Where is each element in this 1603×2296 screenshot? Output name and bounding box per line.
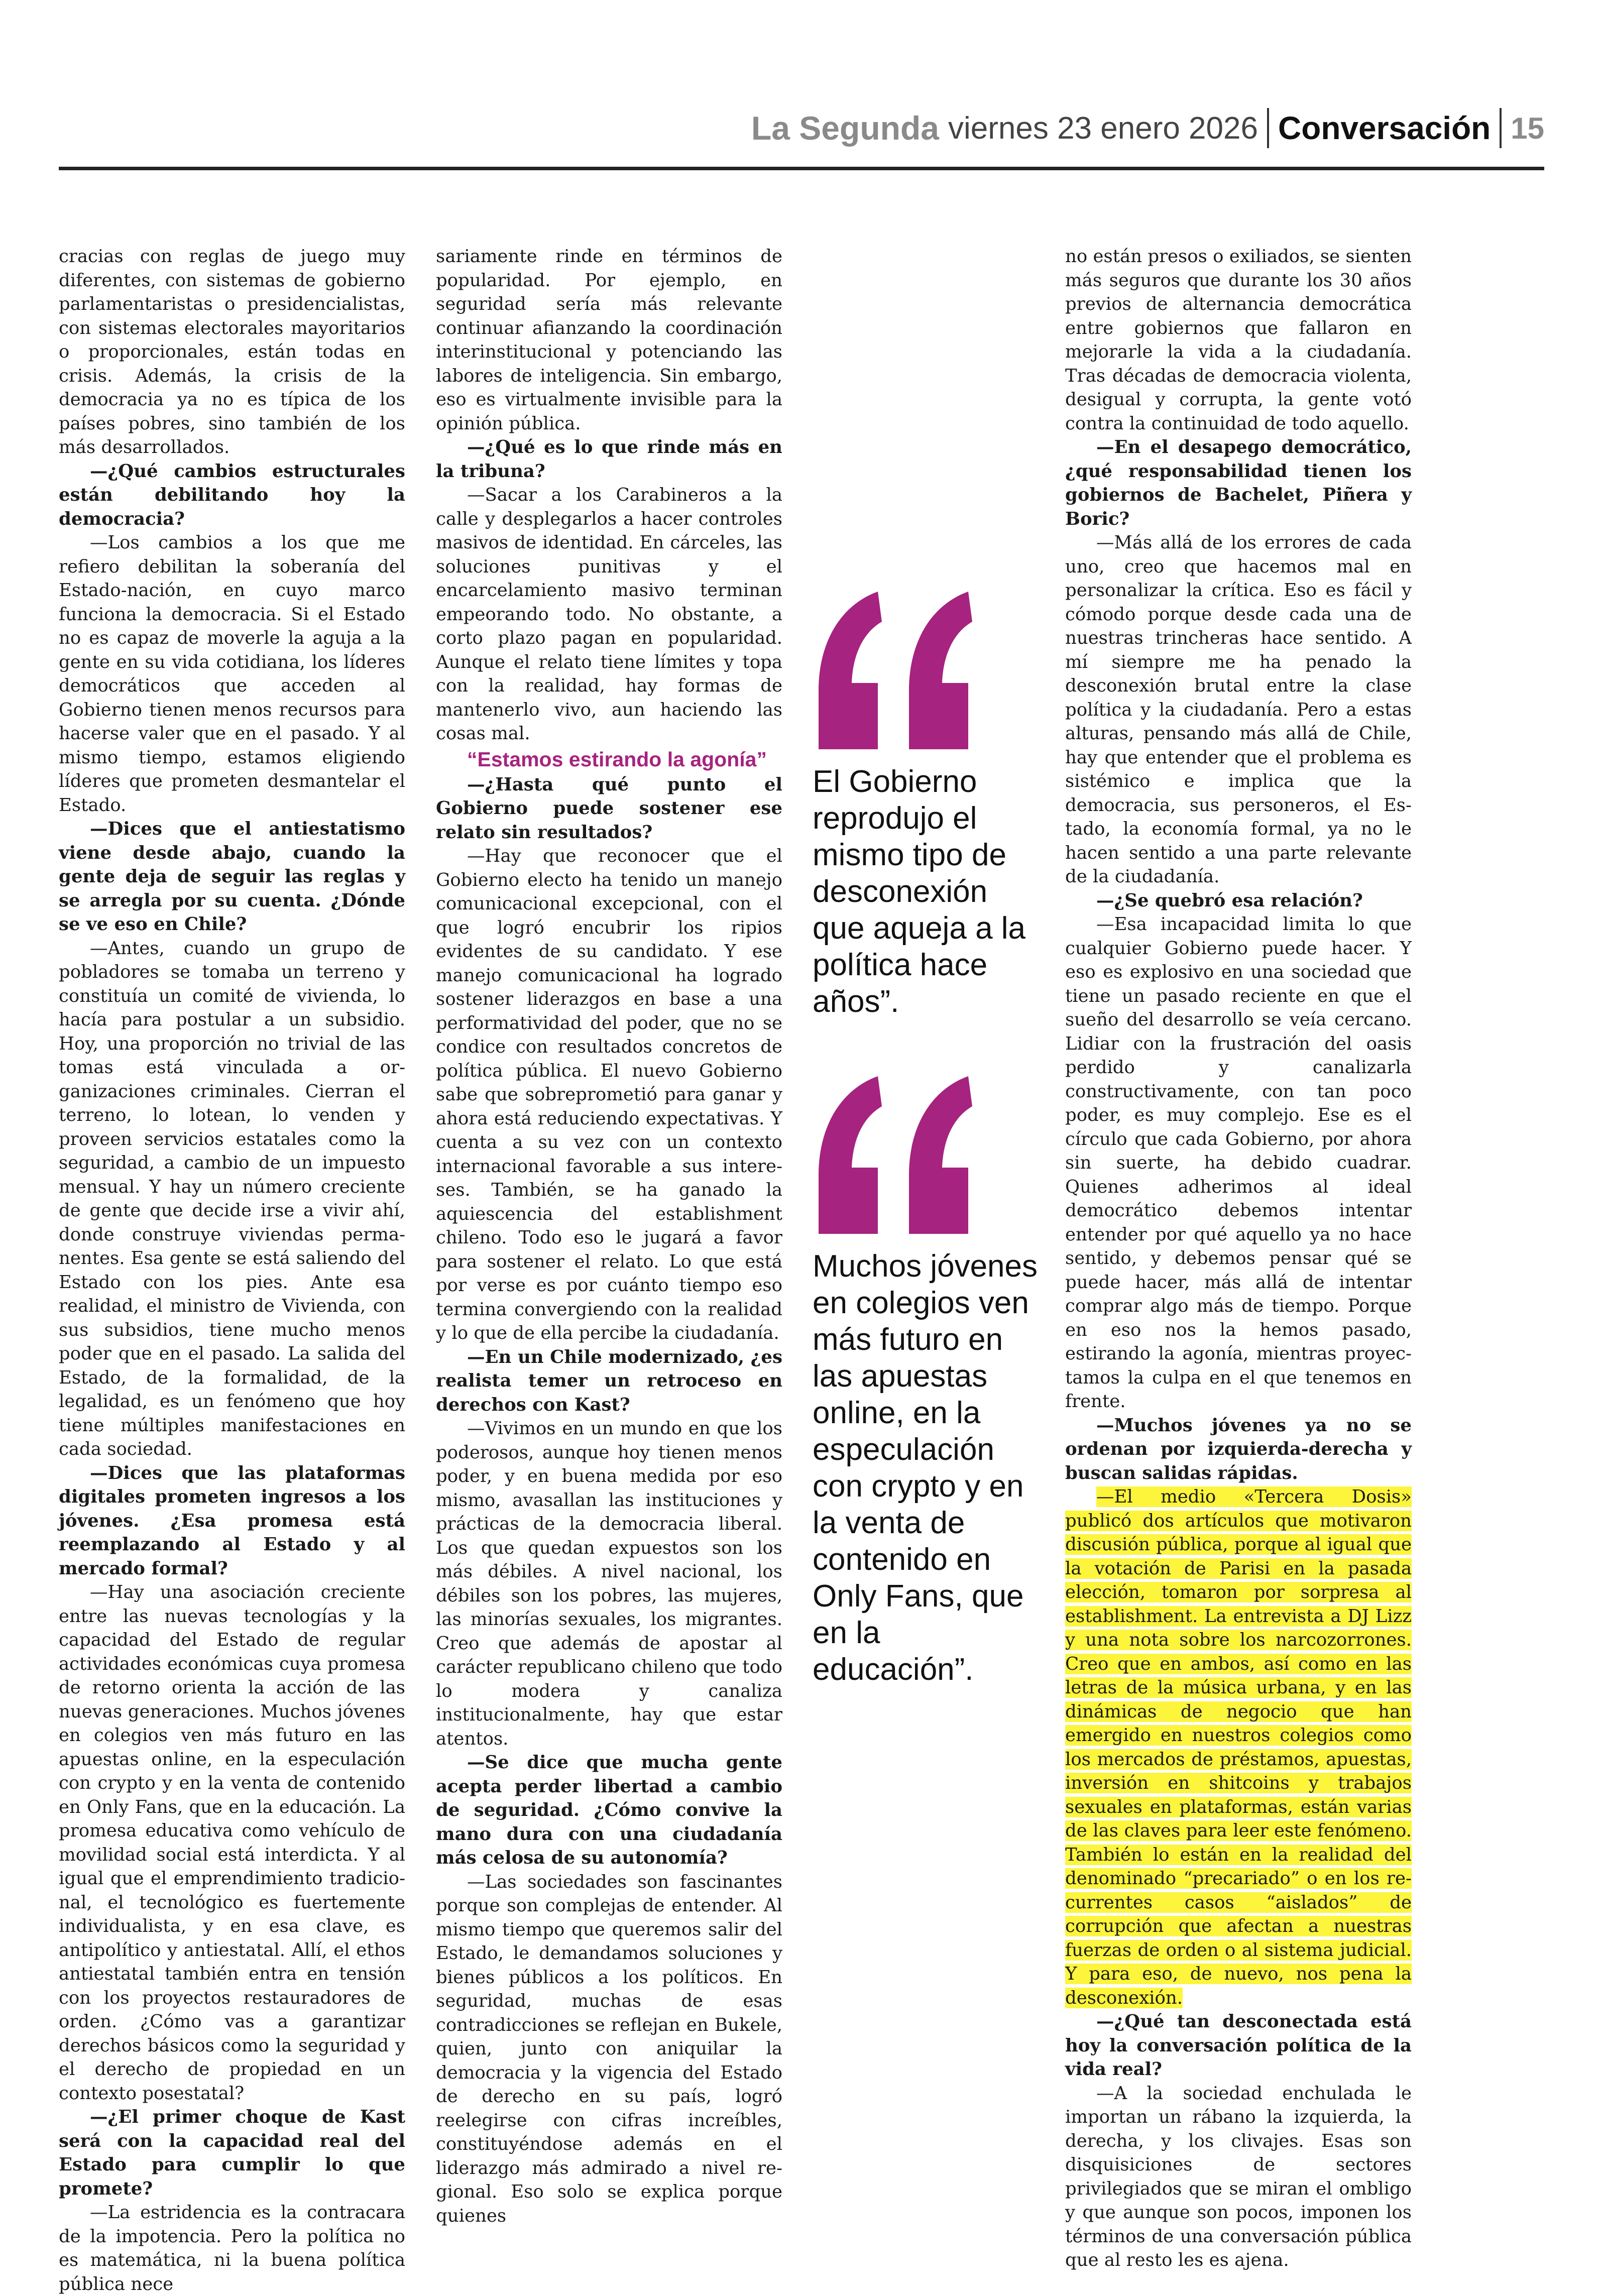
interview-answer: no están presos o exiliados, se sienten más seguros que durante los 30 años previos de alternancia democrática entre gobiernos que fallaron en mejorarle la vida a la ciudadanía. Tras décadas de democracia violenta, desigual y corrupta, la gente votó contra la continuidad de todo aquello. [1065,246,1412,434]
interview-question: —¿El primer choque de Kast será con la capacidad real del Estado para cumplir lo que promete? [59,2107,405,2199]
interview-question: —¿Qué cambios estructurales están debilitando hoy la democracia? [59,461,405,529]
pull-quote-text: El Gobierno reprodujo el mismo tipo de desconexión que aqueja a la política hace años”. [813,764,1026,1019]
interview-answer: —La estridencia es la contracara de la impotencia. Pero la política no es matemática, ni la buena política pública nece [59,2202,405,2294]
interview-question: —¿Qué tan desconectada está hoy la conversación política de la vida real? [1065,2011,1412,2080]
interview-question: —¿Hasta qué punto el Gobierno puede sostener ese relato sin resultados? [436,774,782,843]
interview-answer: —Hay una asociación creciente entre las nuevas tecnologías y la capacidad del Estado de regular actividades económicas cuya promesa de retorno orienta la acción de las nuevas generaciones. Muchos jóvenes en colegios ven más futuro en las apuestas online, en la especulación con crypto y en la venta de contenido en Only Fans, que en la educación. La promesa educativa como vehículo de movilidad social está interdicta. Y al igual que el emprendimiento tradicional, el tecnológico es fuertemente individualista, y en esa clave, es antipolítico y antiestatal. Allí, el ethos antiestatal también entra en tensión con los proyectos restauradores de orden. ¿Cómo vas a garantizar derechos básicos como la seguridad y el derecho de propiedad en un contexto posestatal? [59,1582,405,2104]
interview-answer: —Esa incapacidad limita lo que cualquier Gobierno puede hacer. Y eso es explosivo en una sociedad que tiene un pasado reciente en que el sueño del desarrollo se veía cercano. Lidiar con la frustración del oasis perdido y canalizarla constructivamente, con tan poco poder, es muy complejo. Ese es el círculo que cada Gobierno, por ahora sin suerte, ha debido cuadrar. Quienes adherimos al ideal democrático debemos intentar entender por qué aquello ya no hace sentido, y debemos pensar qué se puede hacer, más allá de intentar comprar algo más de tiempo. Porque en eso nos la hemos pasado, estirando la agonía, mientras proyectamos la culpa en el que tenemos en frente. [1065,914,1412,1412]
interview-answer: cracias con reglas de juego muy diferentes, con sistemas de gobierno parlamentaristas o presidencialistas, con sistemas electorales mayoritarios o proporcionales, están todas en crisis. Además, la crisis de la democracia ya no es típica de los países pobres, sino también de los más desarrollados. [59,246,405,457]
issue-date: viernes 23 enero 2026 [948,110,1258,146]
newspaper-name: La Segunda [751,109,939,147]
interview-question: —Se dice que mucha gente acepta perder libertad a cambio de seguridad. ¿Cómo convive la mano dura con una ciudadanía más celosa de su autonomía? [436,1752,782,1868]
interview-question: —¿Se quebró esa relación? [1096,890,1363,911]
interview-answer: —Antes, cuando un grupo de pobladores se tomaba un terreno y constituía un comité de vivienda, lo hacía para postular a un subsidio. Hoy, una proporción no trivial de las tomas está vinculada a organizaciones criminales. Cierran el terreno, lo lotean, lo venden y proveen servicios estatales como la seguridad, a cambio de un impuesto mensual. Y hay un número creciente de gente que decide irse a vivir ahí, donde construye viviendas permanentes. Esa gente se está saliendo del Estado con los pies. Ante esa realidad, el ministro de Vivienda, con sus subsidios, tiene mucho menos poder que en el pasado. La salida del Estado, de la formalidad, de la legalidad, es un fenómeno que hoy tiene múltiples manifestaciones en cada sociedad. [59,938,405,1459]
text-column-4 [1065,245,1412,2272]
pull-quote-1 [813,583,1044,1020]
interview-answer: —Hay que reconocer que el Gobierno electo ha tenido un manejo comunicacional excepcional, con el que logró encubrir los ripios evidentes de su candidato. Y ese manejo comunicacional ha logrado sostener liderazgos en base a una performatividad del poder, que no se condice con resultados concretos de política pública. El nuevo Gobierno sabe que sobreprometió para ganar y ahora está reduciendo expectativas. Y cuenta a su vez con un contexto internacional favorable a sus intereses. También, se ha ganado la aquiescencia del establishment chileno. Todo eso le jugará a favor para sostener el relato. Lo que está por verse es por cuánto tiempo eso termina convergiendo con la realidad y lo que de ella percibe la ciudadanía. [436,846,782,1343]
text-column-2 [436,245,782,2228]
interview-question: —En el desapego democrático, ¿qué responsabilidad tienen los gobiernos de Bachelet, Piñera y Boric? [1065,437,1412,529]
interview-question: —Dices que el antiestatismo viene desde abajo, cuando la gente deja de seguir las reglas y se arregla por su cuenta. ¿Dónde se ve eso en Chile? [59,819,405,935]
pull-quote-2 [813,1067,1044,1688]
header-divider [1500,108,1502,148]
pull-quote-text: Muchos jóvenes en colegios ven más futuro en las apuestas online, en la especulación con crypto y en la venta de contenido en Only Fans, que en la educación”. [813,1249,1038,1687]
interview-answer: —Las sociedades son fascinantes porque son complejas de entender. Al mismo tiempo que queremos salir del Estado, le demandamos soluciones y bienes públicos a los políticos. En seguridad, muchas de esas contradicciones se reflejan en Bukele, quien, junto con aniquilar la democracia y la vigencia del Estado de derecho en su país, logró reelegirse con cifras increíbles, constituyéndose además en el liderazgo más admirado a nivel regional. Eso solo se explica porque quienes [436,1871,782,2226]
page-header [59,105,1544,151]
interview-answer: —Los cambios a los que me refiero debilitan la soberanía del Estado-nación, en cuyo marco funciona la democracia. Si el Estado no es capaz de moverle la aguja a la gente en su vida cotidiana, los líderes democráticos que acceden al Gobierno tienen menos recursos para hacerse valer que en el pasado. Y al mismo tiempo, estamos eligiendo líderes que prometen desmantelar el Estado. [59,532,405,816]
interview-answer: —Vivimos en un mundo en que los poderosos, aunque hoy tienen menos poder, y en buena medida por eso mismo, avasallan las instituciones y prácticas de la democracia liberal. Los que quedan expuestos son los más débiles. A nivel nacional, los débiles son los pobres, las mujeres, las minorías sexuales, los migrantes. Creo que además de apostar al carácter republicano chileno que todo lo modera y canaliza institucionalmente, hay que estar atentos. [436,1418,782,1749]
interview-question: —En un Chile modernizado, ¿es realista temer un retroceso en derechos con Kast? [436,1346,782,1415]
interview-answer: sariamente rinde en términos de popularidad. Por ejemplo, en seguridad sería más relevante continuar afianzando la coordinación interinstitucional y potenciando las labores de inteligencia. Sin embargo, eso es virtualmente invisible para la opinión pública. [436,246,782,434]
highlighted-text: —El medio «Tercera Dosis» publicó dos artículos que motivaron discusión pública, porque al igual que la votación de Parisi en la pasada elección, tomaron por sorpresa al establishment. La entrevista a DJ Lizz y una nota sobre los narcozorrones. Creo que en ambos, así como en las letras de la música urbana, y en las dinámicas de negocio que han emergido en nuestros colegios como los mercados de préstamos, apuestas, inversión en shitcoins y trabajos sexuales en plataformas, están varias de las claves para leer este fenómeno. También lo están en la realidad del denominado “precariado” o en los recurrentes casos “aislados” de corrupción que afectan a nuestras fuerzas de orden o al sistema judicial. Y para eso, de nuevo, nos pena la desconexión. [1065,1486,1412,2008]
interview-answer: —A la sociedad enchulada le importan un rábano la izquierda, la derecha, y los clivajes. Esas son disquisiciones de sectores privilegiados que se miran el ombligo y que aunque son pocos, imponen los términos de una conversación pública que al resto les es ajena. [1065,2083,1412,2270]
text-column-1 [59,245,405,2296]
header-divider [1267,108,1269,148]
header-bar [751,105,1544,151]
interview-question: —Dices que las plataformas digitales prometen ingresos a los jóvenes. ¿Esa promesa está reemplazando al Estado y al mercado formal? [59,1462,405,1579]
interview-question: —Muchos jóvenes ya no se ordenan por izquierda-derecha y buscan salidas rápidas. [1065,1415,1412,1483]
interview-answer [1065,1485,1412,2010]
interview-question: —¿Qué es lo que rinde más en la tribuna? [436,437,782,482]
interview-answer: —Sacar a los Carabineros a la calle y desplegarlos a hacer controles masivos de identidad. En cárceles, las soluciones punitivas y el encarcelamiento masivo terminan empeorando todo. No obstante, a corto plazo pagan en popularidad. Aunque el relato tiene límites y topa con la realidad, hay formas de mantenerlo vivo, aun haciendo las cosas mal. [436,485,782,744]
section-subheading: “Estamos estirando la agonía” [467,747,767,771]
quotation-mark-icon [813,1067,978,1248]
page-number: 15 [1511,111,1544,145]
interview-answer: —Más allá de los errores de cada uno, creo que hacemos mal en personalizar la crítica. Eso es fácil y cómodo porque desde cada una de nuestras trincheras hace sentido. A mí siempre me ha penado la desconexión brutal entre la clase política y la ciudadanía. Pero a estas alturas, pensando más allá de Chile, hay que entender que el problema es sistémico e implica que la democracia, sus personeros, el Estado, la economía formal, ya no le hacen sentido a una parte relevante de la ciudadanía. [1065,532,1412,887]
section-name: Conversación [1278,110,1491,146]
quotation-mark-icon [813,583,978,763]
header-rule [59,167,1544,170]
